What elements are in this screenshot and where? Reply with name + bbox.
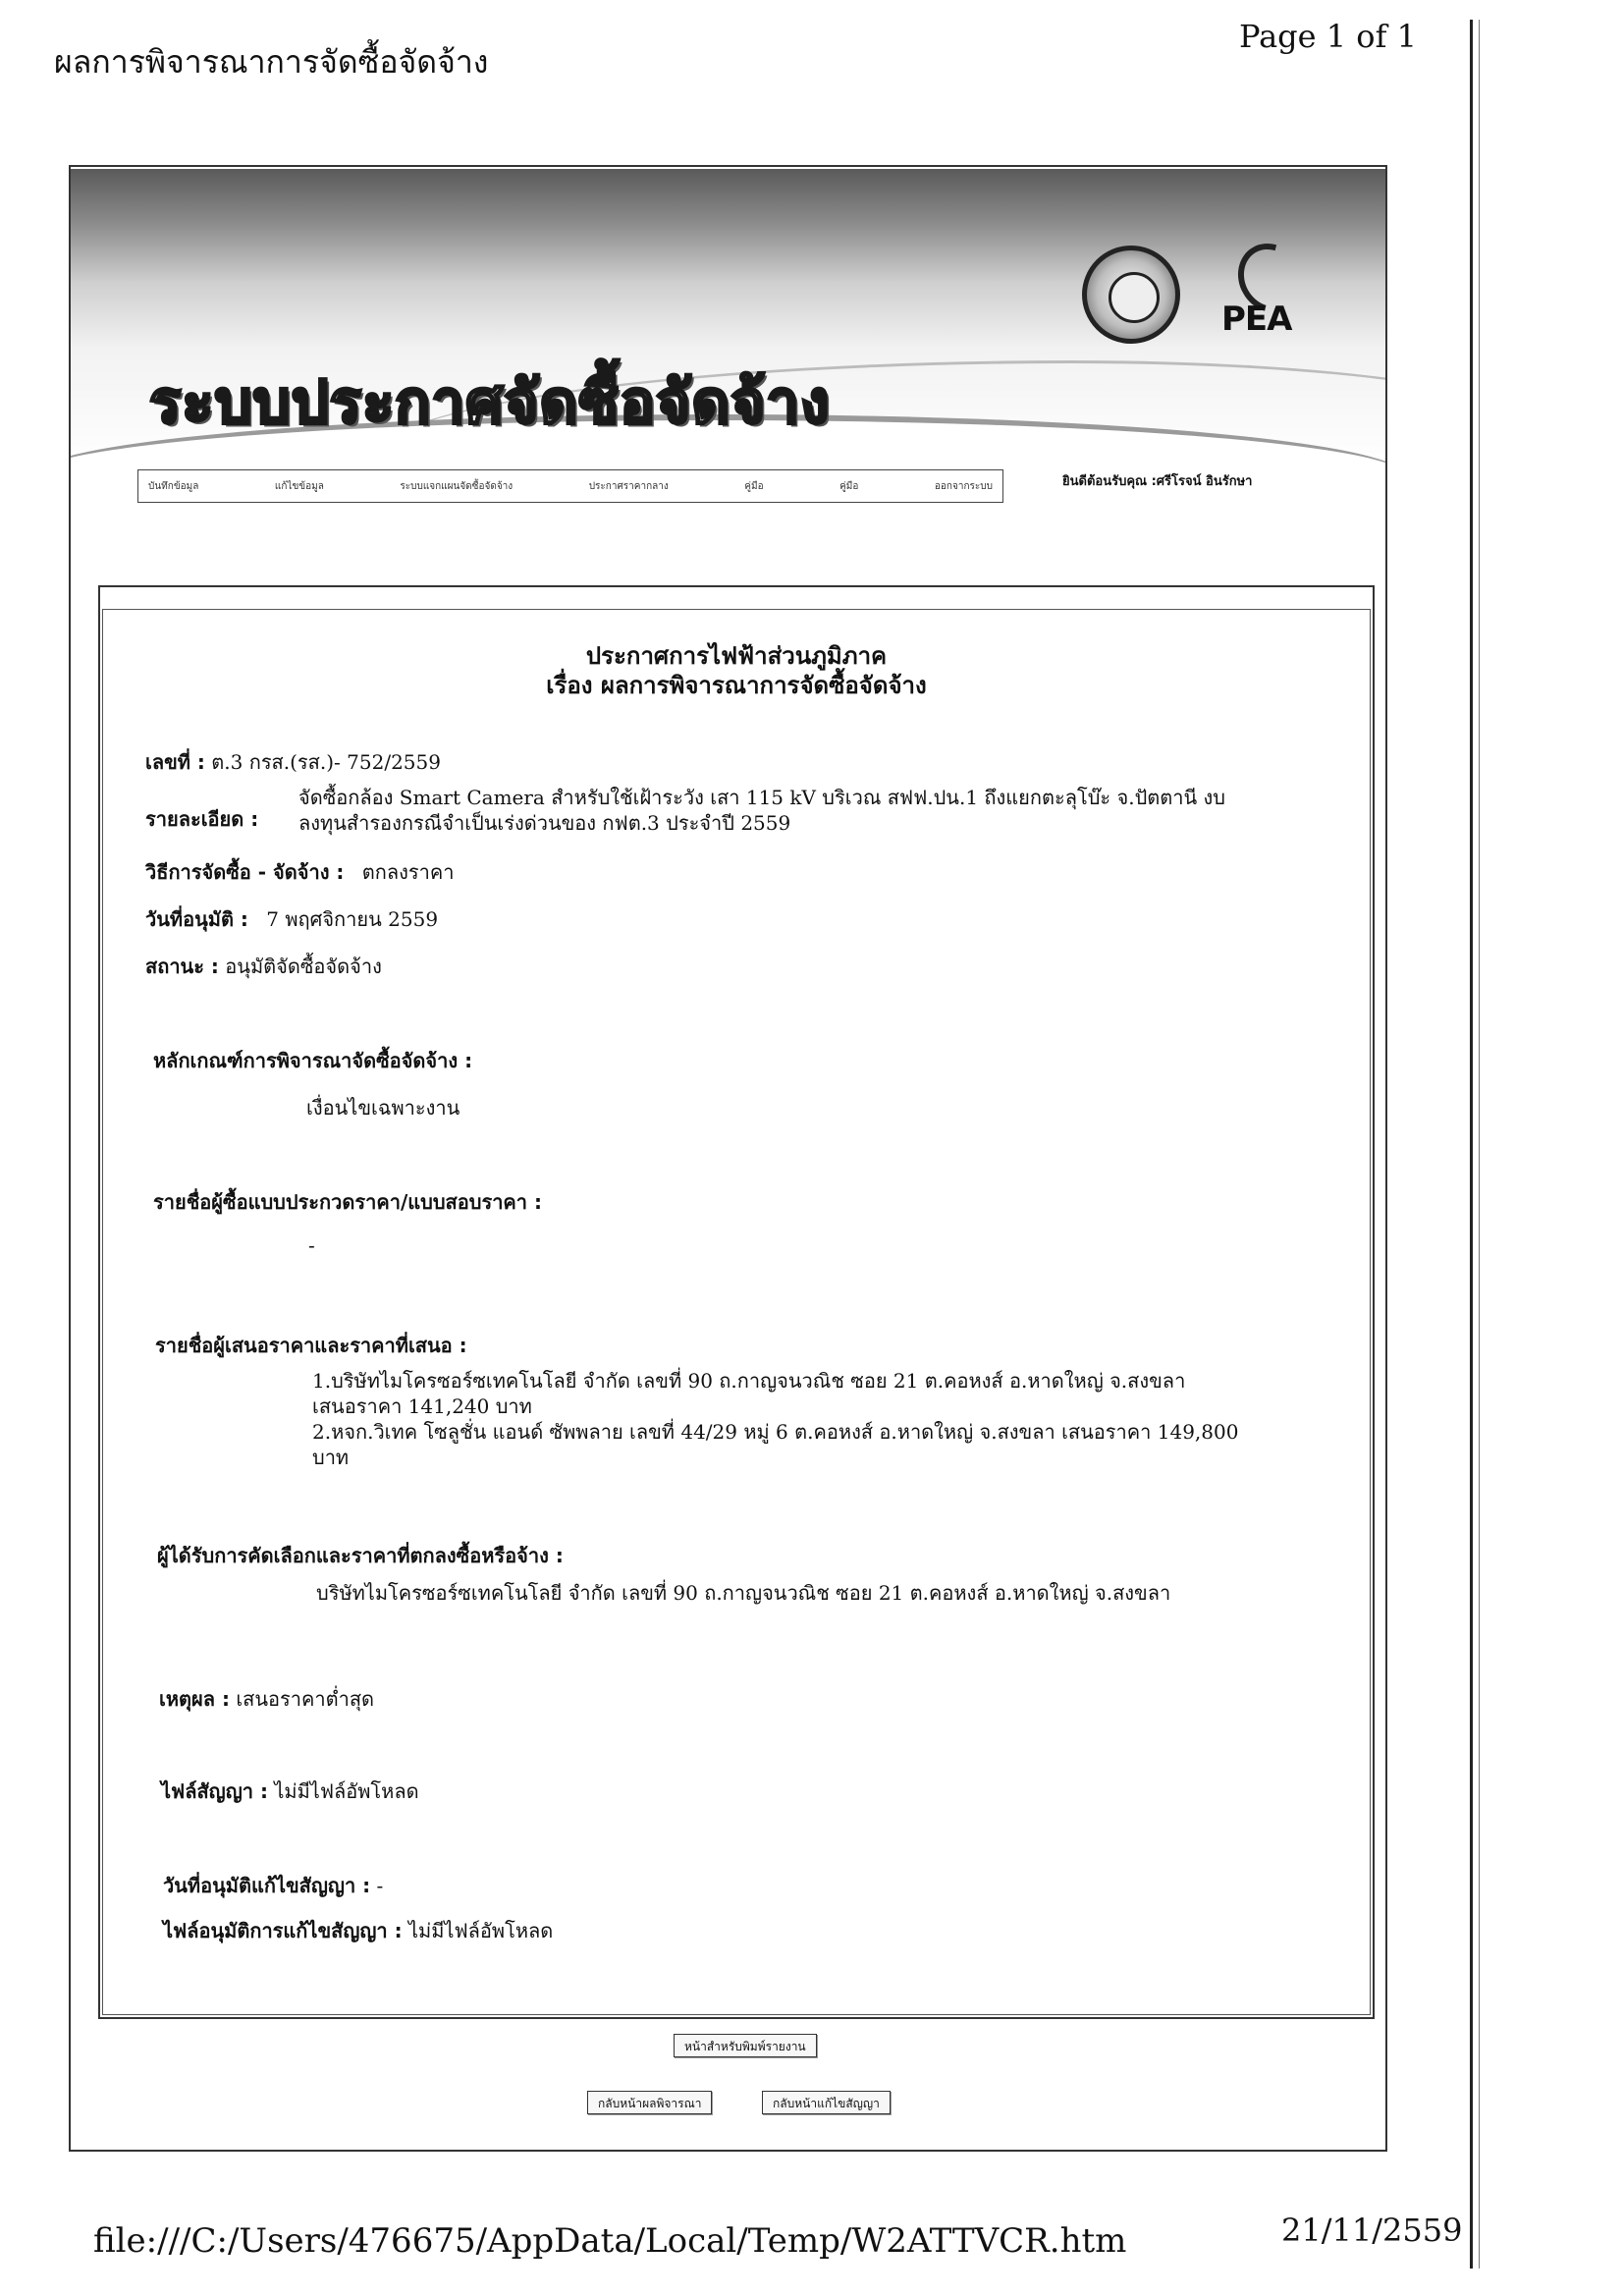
amend-file-value[interactable]: ไม่มีไฟล์อัพโหลด [407, 1919, 554, 1942]
number-label: เลขที่ : [145, 750, 205, 774]
nav-item-record[interactable]: บันทึกข้อมูล [148, 480, 199, 492]
back-to-results-button[interactable]: กลับหน้าผลพิจารณา [587, 2091, 712, 2114]
detail-line-1: จัดซื้อกล้อง Smart Camera สำหรับใช้เฝ้าระวัง เสา 115 kV บริเวณ สฟฟ.ปน.1 ถึงแยกตะลุโบ๊ะ จ.ปัตตานี งบ [298, 786, 1226, 809]
contract-file-label: ไฟล์สัญญา : [161, 1779, 268, 1803]
contract-file-value[interactable]: ไม่มีไฟล์อัพโหลด [274, 1779, 419, 1803]
detail-label: รายละเอียด : [145, 807, 259, 831]
status-value: อนุมัติจัดซื้อจัดจ้าง [225, 955, 382, 978]
field-amend-file [163, 1915, 553, 1946]
offer-2-line-2: บาท [312, 1446, 350, 1469]
reason-label: เหตุผล : [159, 1687, 230, 1711]
amend-file-label: ไฟล์อนุมัติการแก้ไขสัญญา : [163, 1919, 403, 1942]
criteria-label: หลักเกณฑ์การพิจารณาจัดซื้อจัดจ้าง : [153, 1049, 473, 1072]
bidders-value: - [308, 1233, 315, 1257]
criteria-value: เงื่อนไขเฉพาะงาน [306, 1096, 460, 1120]
main-nav [137, 469, 1003, 503]
method-value: ตกลงราคา [361, 860, 455, 884]
status-label: สถานะ : [145, 955, 219, 978]
print-url: file:///C:/Users/476675/AppData/Local/Temp/W2ATTVCR.htm [93, 2221, 1127, 2261]
print-page-title: ผลการพิจารณาการจัดซื้อจัดจ้าง [54, 43, 489, 81]
page-edge-rule [1470, 20, 1473, 2269]
amend-date-label: วันที่อนุมัติแก้ไขสัญญา : [163, 1874, 371, 1897]
reason-value: เสนอราคาต่ำสุด [236, 1687, 375, 1711]
pea-logo-text: PEA [1221, 300, 1292, 339]
field-method [145, 856, 454, 888]
offers-label: รายชื่อผู้เสนอราคาและราคาที่เสนอ : [155, 1334, 467, 1357]
selected-label: ผู้ได้รับการคัดเลือกและราคาที่ตกลงซื้อหรือจ้าง : [157, 1544, 564, 1567]
field-number [145, 746, 441, 778]
nav-item-manual-2[interactable]: คู่มือ [839, 480, 859, 492]
field-reason [159, 1683, 374, 1715]
selected-value: บริษัทไมโครซอร์ซเทคโนโลยี จำกัด เลขที่ 90 ถ.กาญจนวณิช ซอย 21 ต.คอหงส์ อ.หาดใหญ่ จ.สงขลา [316, 1581, 1171, 1605]
amend-date-value: - [376, 1874, 384, 1897]
detail-line-2: ลงทุนสำรองกรณีจำเป็นเร่งด่วนของ กฟต.3 ประจำปี 2559 [298, 811, 791, 835]
nav-item-median-price[interactable]: ประกาศราคากลาง [588, 480, 669, 492]
field-status [145, 951, 382, 982]
nav-item-manual[interactable]: คู่มือ [744, 480, 764, 492]
number-value: ต.3 กรส.(รส.)- 752/2559 [211, 750, 441, 774]
field-amend-date [163, 1870, 383, 1901]
header-banner [71, 169, 1385, 468]
print-date: 21/11/2559 [1281, 2212, 1463, 2249]
field-approve-date [145, 903, 438, 935]
nav-item-logout[interactable]: ออกจากระบบ [934, 480, 993, 492]
welcome-user: ยินดีต้อนรับคุณ :ศรีโรจน์ อินรักษา [1062, 474, 1253, 489]
field-contract-file [161, 1776, 419, 1807]
pea-logo [1221, 243, 1320, 351]
method-label: วิธีการจัดซื้อ - จัดจ้าง : [145, 860, 345, 884]
page-edge-rule-thin [1479, 20, 1480, 2269]
offer-1-line-1: 1.บริษัทไมโครซอร์ซเทคโนโลยี จำกัด เลขที่ 90 ถ.กาญจนวณิช ซอย 21 ต.คอหงส์ อ.หาดใหญ่ จ.สงขลา [312, 1369, 1186, 1393]
bidders-label: รายชื่อผู้ซื้อแบบประกวดราคา/แบบสอบราคา : [153, 1190, 542, 1214]
approve-date-label: วันที่อนุมัติ : [145, 907, 248, 931]
back-to-edit-contract-button[interactable]: กลับหน้าแก้ไขสัญญา [762, 2091, 891, 2114]
print-report-button[interactable]: หน้าสำหรับพิมพ์รายงาน [674, 2034, 817, 2057]
approve-date-value: 7 พฤศจิกายน 2559 [266, 907, 439, 931]
emblem-seal-icon [1082, 246, 1180, 344]
system-title: ระบบประกาศจัดซื้อจัดจ้าง [149, 368, 831, 437]
announcement-heading: ประกาศการไฟฟ้าส่วนภูมิภาค [585, 642, 888, 670]
nav-item-plan[interactable]: ระบบแจกแผนจัดซื้อจัดจ้าง [400, 480, 514, 492]
print-page-number: Page 1 of 1 [1239, 18, 1417, 55]
offer-2-line-1: 2.หจก.วิเทค โซลูชั่น แอนด์ ซัพพลาย เลขที่ 44/29 หมู่ 6 ต.คอหงส์ อ.หาดใหญ่ จ.สงขลา เสนอราคา 149,800 [312, 1420, 1239, 1444]
nav-item-edit[interactable]: แก้ไขข้อมูล [274, 480, 324, 492]
offer-1-line-2: เสนอราคา 141,240 บาท [312, 1394, 532, 1418]
announcement-subject: เรื่อง ผลการพิจารณาการจัดซื้อจัดจ้าง [546, 672, 927, 699]
